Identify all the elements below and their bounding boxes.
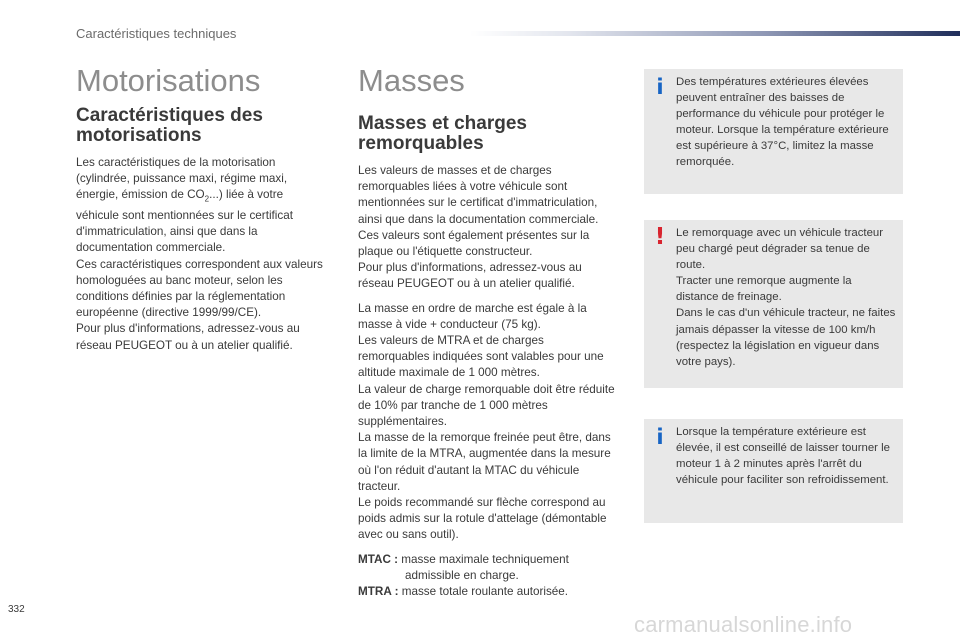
abbreviation-definitions [358, 552, 618, 601]
info-note-engine-cooling [644, 419, 903, 523]
motorisations-subtitle: Caractéristiques des motorisations [76, 105, 263, 146]
masses-para-2: Ces valeurs sont également présentes sur la plaque ou l'étiquette constructeur. [358, 228, 590, 259]
page-number: 332 [8, 604, 25, 615]
info-note-text: Lorsque la température extérieure est élevée, il est conseillé de laisser tourner le moteur 1 à 2 minutes après l'arrêt du véhicule pour faciliter son refroidissement. [676, 426, 891, 487]
masses-para-3: Pour plus d'informations, adressez-vous au réseau PEUGEOT ou à un atelier qualifié. [358, 261, 582, 291]
mtac-definition-continued: admissible en charge. [405, 568, 519, 582]
masses-column [358, 65, 618, 600]
motorisations-para-2: Ces caractéristiques correspondent aux valeurs homologuées au banc moteur, selon les conditions définies par la réglementation européenne (directive 1999/99/CE). [76, 257, 323, 320]
header-accent-bar [470, 31, 960, 36]
warning-para-1: Le remorquage avec un véhicule tracteur peu chargé peut dégrader sa tenue de route. [676, 227, 884, 272]
masses-subtitle: Masses et charges remorquables [358, 113, 527, 154]
info-icon: i [656, 75, 664, 99]
info-note-high-temperature [644, 69, 903, 194]
masses-para-5: Les valeurs de MTRA et de charges remorquables indiquées sont valables pour une altitude maximale de 1 000 mètres. [358, 334, 604, 380]
motorisations-para-3: Pour plus d'informations, adressez-vous au réseau PEUGEOT ou à un atelier qualifié. [76, 322, 300, 352]
warning-note-towing [644, 220, 903, 388]
motorisations-title: Motorisations [76, 63, 261, 98]
mtac-definition: MTAC : masse maximale techniquement [358, 552, 569, 566]
masses-body [358, 163, 618, 544]
motorisations-para-1: Les caractéristiques de la motorisation (cylindrée, puissance maxi, régime maxi, énergie, émission de $CO_2$...) liée à votre véhicule sont mentionnées sur le certificat d'immatriculation, ainsi que dans la documentation commerciale. [76, 156, 293, 255]
warning-note-text [676, 225, 897, 370]
warning-icon: ! [654, 224, 666, 250]
motorisations-column [76, 65, 326, 354]
warning-para-3: Dans le cas d'un véhicule tracteur, ne faites jamais dépasser la vitesse de 100 km/h (respectez la législation en vigueur dans votre pays). [676, 307, 896, 368]
watermark-text: carmanualsonline.info [634, 612, 853, 637]
masses-para-6: La valeur de charge remorquable doit être réduite de 10% par tranche de 1 000 mètres supplémentaires. [358, 382, 615, 429]
warning-para-2: Tracter une remorque augmente la distance de freinage. [676, 275, 852, 304]
info-icon: i [656, 425, 664, 449]
motorisations-body [76, 155, 326, 354]
masses-para-4: La masse en ordre de marche est égale à la masse à vide + conducteur (75 kg). [358, 301, 587, 331]
mtra-definition: MTRA : masse totale roulante autorisée. [358, 585, 569, 599]
info-note-text: Des températures extérieures élevées peuvent entraîner des baisses de performance du véhicule pour protéger le moteur. Lorsque la température extérieure est supérieure à 37°C, limitez la masse remorquée. [676, 76, 889, 169]
masses-para-7: La masse de la remorque freinée peut être, dans la limite de la MTRA, augmentée dans la mesure où l'on réduit d'autant la MTAC du véhicule tracteur. [358, 431, 611, 493]
masses-title: Masses [358, 63, 465, 98]
masses-para-1: Les valeurs de masses et de charges remorquables liées à votre véhicule sont mentionnées sur le certificat d'immatriculation, ainsi que dans la documentation commerciale. [358, 164, 599, 226]
masses-para-8: Le poids recommandé sur flèche correspond au poids admis sur la rotule d'attelage (démontable avec ou sans outil). [358, 496, 607, 542]
section-header-title: Caractéristiques techniques [76, 26, 237, 41]
